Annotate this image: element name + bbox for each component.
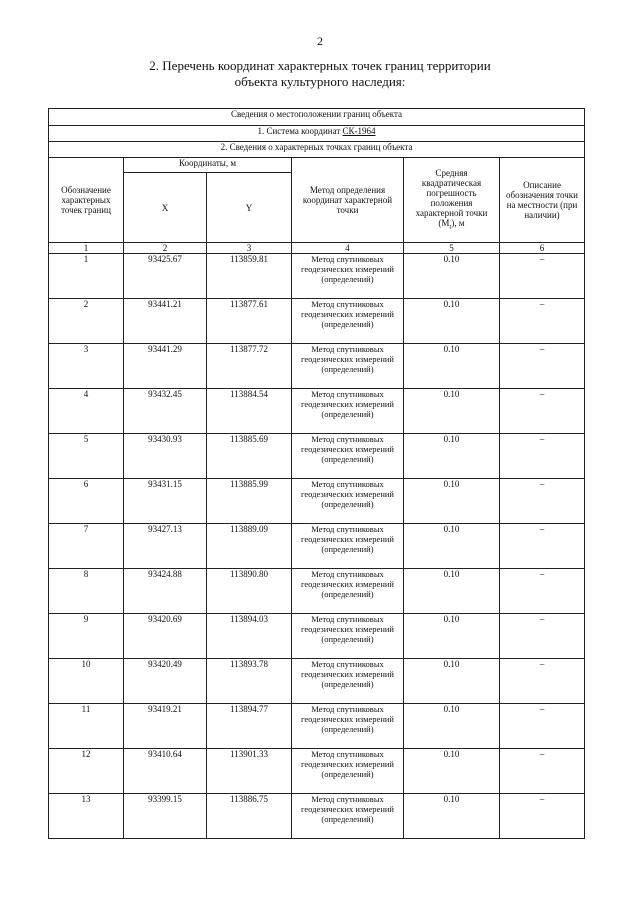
point-id-cell: 9 [49, 614, 124, 659]
point-id-cell: 5 [49, 434, 124, 479]
description-cell: – [500, 569, 585, 614]
error-cell: 0.10 [404, 569, 500, 614]
header-error-text: Средняя квадратическая погрешность положения характерной точки (M [415, 168, 488, 229]
y-coordinate-cell: 113889.09 [207, 524, 292, 569]
error-cell: 0.10 [404, 749, 500, 794]
heading-line-1: 2. Перечень координат характерных точек границ территории [149, 58, 491, 73]
description-cell: – [500, 344, 585, 389]
error-cell: 0.10 [404, 344, 500, 389]
point-id-cell: 13 [49, 794, 124, 839]
y-coordinate-cell: 113901.33 [207, 749, 292, 794]
column-number-row [49, 243, 585, 254]
y-coordinate-cell: 113877.72 [207, 344, 292, 389]
point-id-cell: 4 [49, 389, 124, 434]
error-cell: 0.10 [404, 704, 500, 749]
method-cell: Метод спутниковых геодезических измерений (определений) [292, 659, 404, 704]
header-method: Метод определения координат характерной точки [292, 158, 404, 243]
description-cell: – [500, 704, 585, 749]
section-title: Сведения о местоположении границ объекта [49, 109, 585, 126]
error-cell: 0.10 [404, 794, 500, 839]
y-coordinate-cell: 113886.75 [207, 794, 292, 839]
description-cell: – [500, 794, 585, 839]
column-number: 5 [404, 243, 500, 254]
header-description: Описание обозначения точки на местности (при наличии) [500, 158, 585, 243]
description-cell: – [500, 749, 585, 794]
y-coordinate-cell: 113859.81 [207, 254, 292, 299]
x-coordinate-cell: 93399.15 [124, 794, 207, 839]
column-number: 2 [124, 243, 207, 254]
error-cell: 0.10 [404, 614, 500, 659]
column-number: 3 [207, 243, 292, 254]
point-id-cell: 12 [49, 749, 124, 794]
column-number: 6 [500, 243, 585, 254]
y-coordinate-cell: 113893.78 [207, 659, 292, 704]
point-id-cell: 2 [49, 299, 124, 344]
description-cell: – [500, 299, 585, 344]
x-coordinate-cell: 93424.88 [124, 569, 207, 614]
x-coordinate-cell: 93431.15 [124, 479, 207, 524]
x-coordinate-cell: 93427.13 [124, 524, 207, 569]
header-x: X [124, 173, 207, 243]
table-row [49, 254, 585, 299]
x-coordinate-cell: 93410.64 [124, 749, 207, 794]
y-coordinate-cell: 113885.99 [207, 479, 292, 524]
error-cell: 0.10 [404, 659, 500, 704]
error-cell: 0.10 [404, 479, 500, 524]
coordinate-system-label: 1. Система координат [257, 126, 343, 136]
point-id-cell: 11 [49, 704, 124, 749]
description-cell: – [500, 254, 585, 299]
y-coordinate-cell: 113885.69 [207, 434, 292, 479]
description-cell: – [500, 659, 585, 704]
x-coordinate-cell: 93420.49 [124, 659, 207, 704]
method-cell: Метод спутниковых геодезических измерений (определений) [292, 794, 404, 839]
method-cell: Метод спутниковых геодезических измерений (определений) [292, 389, 404, 434]
y-coordinate-cell: 113894.77 [207, 704, 292, 749]
y-coordinate-cell: 113884.54 [207, 389, 292, 434]
method-cell: Метод спутниковых геодезических измерений (определений) [292, 749, 404, 794]
point-id-cell: 6 [49, 479, 124, 524]
page-number: 2 [317, 34, 323, 48]
point-id-cell: 10 [49, 659, 124, 704]
point-id-cell: 7 [49, 524, 124, 569]
y-coordinate-cell: 113890.80 [207, 569, 292, 614]
table-row [49, 299, 585, 344]
method-cell: Метод спутниковых геодезических измерений (определений) [292, 479, 404, 524]
method-cell: Метод спутниковых геодезических измерений (определений) [292, 434, 404, 479]
method-cell: Метод спутниковых геодезических измерений (определений) [292, 614, 404, 659]
y-coordinate-cell: 113877.61 [207, 299, 292, 344]
header-error-subscript: t [449, 222, 452, 231]
coordinate-system-value: СК-1964 [342, 126, 376, 136]
table-row [49, 659, 585, 704]
table-row [49, 569, 585, 614]
x-coordinate-cell: 93441.21 [124, 299, 207, 344]
table-row [49, 479, 585, 524]
error-cell: 0.10 [404, 434, 500, 479]
method-cell: Метод спутниковых геодезических измерений (определений) [292, 704, 404, 749]
table-row [49, 749, 585, 794]
point-id-cell: 8 [49, 569, 124, 614]
header-point-designation: Обозначение характерных точек границ [49, 158, 124, 243]
error-cell: 0.10 [404, 299, 500, 344]
header-coordinates: Координаты, м [124, 158, 292, 173]
header-y: Y [207, 173, 292, 243]
coordinates-table [48, 108, 585, 839]
x-coordinate-cell: 93441.29 [124, 344, 207, 389]
x-coordinate-cell: 93430.93 [124, 434, 207, 479]
description-cell: – [500, 389, 585, 434]
method-cell: Метод спутниковых геодезических измерений (определений) [292, 254, 404, 299]
method-cell: Метод спутниковых геодезических измерений (определений) [292, 569, 404, 614]
column-number: 1 [49, 243, 124, 254]
coordinate-system-row [49, 126, 585, 142]
y-coordinate-cell: 113894.03 [207, 614, 292, 659]
description-cell: – [500, 479, 585, 524]
method-cell: Метод спутниковых геодезических измерений (определений) [292, 524, 404, 569]
error-cell: 0.10 [404, 254, 500, 299]
description-cell: – [500, 524, 585, 569]
point-id-cell: 1 [49, 254, 124, 299]
method-cell: Метод спутниковых геодезических измерений (определений) [292, 344, 404, 389]
x-coordinate-cell: 93419.21 [124, 704, 207, 749]
table-row [49, 794, 585, 839]
method-cell: Метод спутниковых геодезических измерений (определений) [292, 299, 404, 344]
table-row [49, 344, 585, 389]
x-coordinate-cell: 93432.45 [124, 389, 207, 434]
points-info-row: 2. Сведения о характерных точках границ объекта [49, 142, 585, 158]
page-heading [120, 58, 520, 90]
x-coordinate-cell: 93425.67 [124, 254, 207, 299]
table-row [49, 614, 585, 659]
error-cell: 0.10 [404, 524, 500, 569]
description-cell: – [500, 614, 585, 659]
point-id-cell: 3 [49, 344, 124, 389]
table-row [49, 389, 585, 434]
x-coordinate-cell: 93420.69 [124, 614, 207, 659]
table-row [49, 434, 585, 479]
description-cell: – [500, 434, 585, 479]
table-row [49, 704, 585, 749]
heading-line-2: объекта культурного наследия: [234, 74, 406, 89]
error-cell: 0.10 [404, 389, 500, 434]
header-error [404, 158, 500, 243]
header-error-unit: ), м [451, 218, 465, 229]
column-number: 4 [292, 243, 404, 254]
table-row [49, 524, 585, 569]
